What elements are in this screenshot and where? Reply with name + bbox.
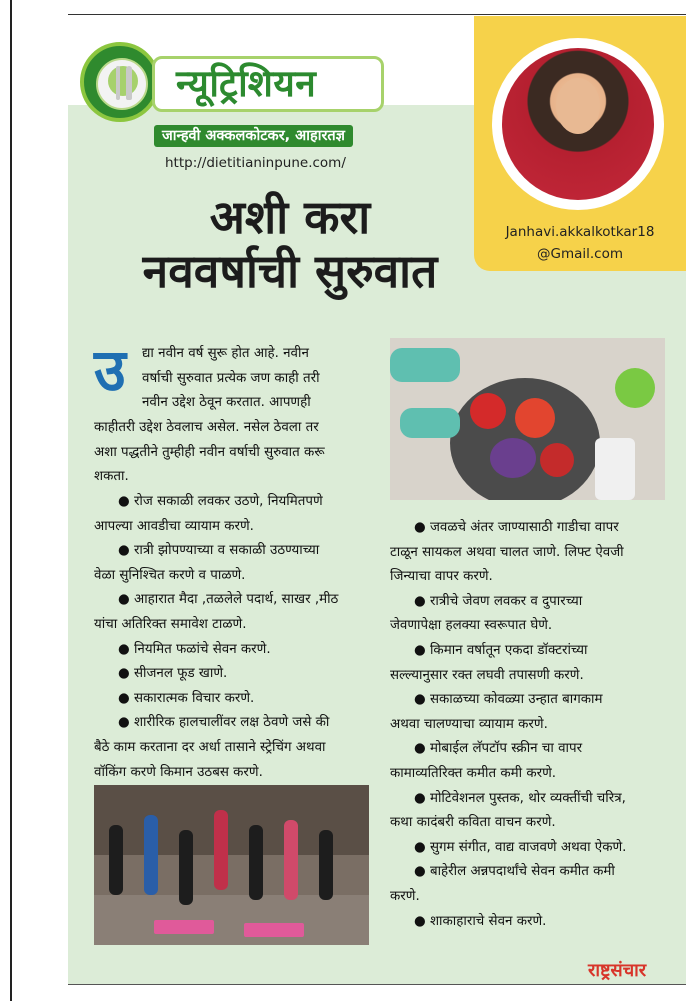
- author-byline: जान्हवी अक्कलकोटकर, आहारतज्ञ: [154, 125, 353, 147]
- list-item: जिन्याचा वापर करणे.: [390, 569, 493, 585]
- list-item: ● किमान वर्षातून एकदा डॉक्टरांच्या: [414, 642, 588, 658]
- right-bullet-list: [390, 516, 665, 934]
- intro-indented: [142, 342, 377, 416]
- intro-line: द्या नवीन वर्ष सुरू होत आहे. नवीन: [142, 346, 309, 361]
- intro-line: वर्षाची सुरुवात प्रत्येक जण काही तरी: [142, 370, 320, 386]
- intro-line: शकता.: [94, 469, 129, 485]
- intro-line: काहीतरी उद्देश ठेवलाच असेल. नसेल ठेवला तर: [94, 420, 319, 435]
- list-item: ● शाकाहाराचे सेवन करणे.: [414, 913, 547, 929]
- section-title: न्यूट्रिशियन: [176, 62, 317, 105]
- list-item: ● मोबाईल लॅपटॉप स्क्रीन चा वापर: [414, 741, 583, 757]
- list-item: ● रात्री झोपण्याच्या व सकाळी उठण्याच्या: [118, 543, 320, 559]
- list-item: ● आहारात मैदा ,तळलेले पदार्थ, साखर ,मीठ: [118, 592, 339, 608]
- article-headline: [100, 190, 480, 298]
- left-bullet-list: [94, 490, 384, 785]
- list-item: कामाव्यतिरिक्त कमीत कमी करणे.: [390, 765, 557, 781]
- author-email-line-2[interactable]: @Gmail.com: [536, 246, 623, 262]
- headline-line-1: अशी करा: [209, 190, 371, 244]
- drop-cap: उ: [94, 336, 126, 404]
- list-item: अथवा चालण्याचा व्यायाम करणे.: [390, 716, 548, 732]
- list-item: टाळून सायकल अथवा चालत जाणे. लिफ्ट ऐवजी: [390, 544, 624, 560]
- list-item: बैठे काम करताना दर अर्धा तासाने स्ट्रेचिंग अथवा: [94, 739, 326, 755]
- list-item: आपल्या आवडीचा व्यायाम करणे.: [94, 518, 254, 534]
- list-item: ● सीजनल फूड खाणे.: [118, 666, 228, 682]
- list-item: ● रात्रीचे जेवण लवकर व दुपारच्या: [414, 593, 583, 609]
- list-item: ● सकाळच्या कोवळ्या उन्हात बागकाम: [414, 692, 603, 708]
- list-item: ● शारीरिक हालचालींवर लक्ष ठेवणे जसे की: [118, 715, 330, 731]
- author-card: [474, 16, 686, 271]
- author-website[interactable]: http://dietitianinpune.com/: [165, 155, 346, 171]
- list-item: ● नियमित फळांचे सेवन करणे.: [118, 641, 271, 657]
- list-item: करणे.: [390, 888, 420, 904]
- intro-line: अशा पद्धतीने तुम्हीही नवीन वर्षाची सुरुवात करू: [94, 444, 325, 460]
- list-item: ● बाहेरील अन्नपदार्थांचे सेवन कमीत कमी: [414, 864, 615, 880]
- nutrition-logo-icon: [80, 42, 160, 122]
- left-margin-rule: [10, 0, 12, 1001]
- list-item: ● सुगम संगीत, वाद्य वाजवणे अथवा ऐकणे.: [414, 839, 627, 855]
- list-item: यांचा अतिरिक्त समावेश टाळणे.: [94, 616, 247, 632]
- publication-logo: राष्ट्रसंचार: [588, 960, 647, 981]
- healthy-food-image: [390, 338, 665, 500]
- author-portrait: [492, 38, 664, 210]
- list-item: ● सकारात्मक विचार करणे.: [118, 690, 255, 706]
- list-item: कथा कादंबरी कविता वाचन करणे.: [390, 815, 556, 831]
- top-rule: [68, 14, 686, 15]
- headline-line-2: नववर्षाची सुरुवात: [142, 244, 438, 298]
- list-item: जेवणापेक्षा हलक्या स्वरूपात घेणे.: [390, 618, 553, 634]
- intro-full: [94, 416, 384, 490]
- list-item: सल्ल्यानुसार रक्त लघवी तपासणी करणे.: [390, 667, 584, 683]
- intro-line: नवीन उद्देश ठेवून करतात. आपणही: [142, 395, 311, 411]
- author-email-line-1[interactable]: Janhavi.akkalkotkar18: [505, 224, 655, 240]
- list-item: ● मोटिवेशनल पुस्तक, थोर व्यक्तींची चरित्र,: [414, 790, 626, 806]
- yoga-group-image: [94, 785, 369, 945]
- list-item: वेळा सुनिश्चित करणे व पाळणे.: [94, 567, 246, 583]
- list-item: ● जवळचे अंतर जाण्यासाठी गाडीचा वापर: [414, 520, 619, 535]
- list-item: वॉकिंग करणे किमान उठबस करणे.: [94, 764, 263, 780]
- bottom-rule: [68, 984, 686, 985]
- list-item: ● रोज सकाळी लवकर उठणे, नियमितपणे: [118, 494, 323, 509]
